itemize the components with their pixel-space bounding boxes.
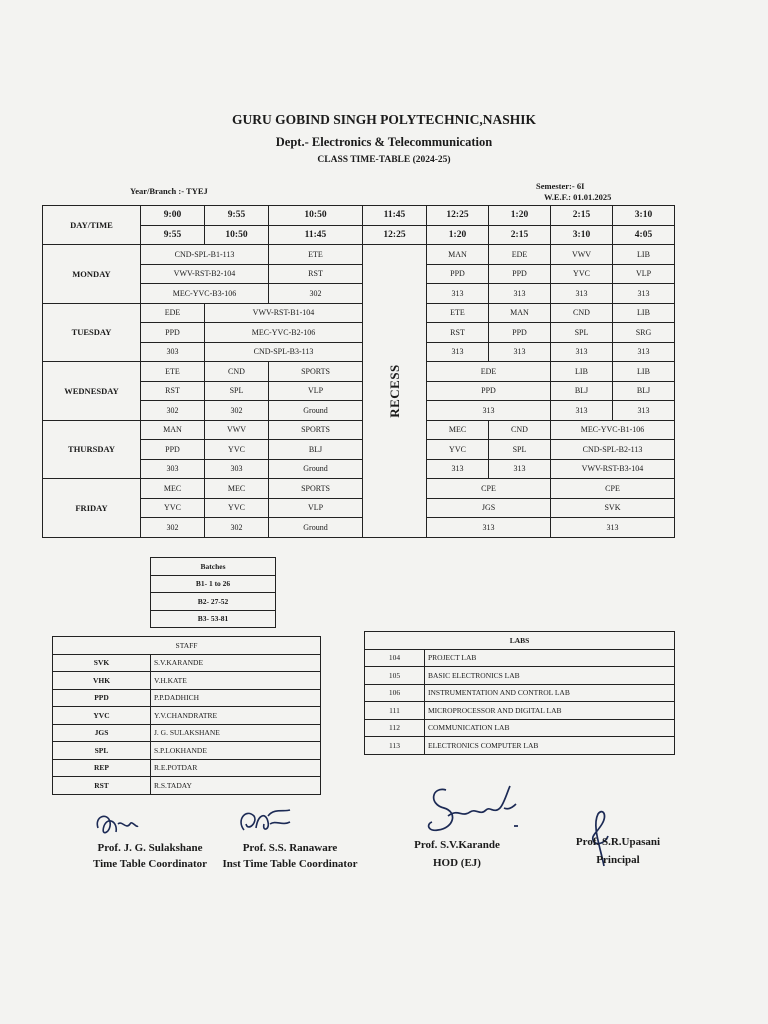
wef-date: W.E.F.: 01.01.2025 <box>544 192 612 202</box>
slot-cell: 313 <box>427 342 489 362</box>
time-cell: 11:45 <box>269 225 363 245</box>
staff-code: PPD <box>53 689 151 707</box>
lab-row <box>365 684 675 702</box>
day-label-tuesday: TUESDAY <box>43 303 141 362</box>
lab-number: 105 <box>365 667 425 685</box>
slot-cell: LIB <box>613 245 675 265</box>
slot-cell: SPL <box>489 440 551 460</box>
lab-row <box>365 702 675 720</box>
slot-cell: MAN <box>489 303 551 323</box>
staff-row <box>53 742 321 760</box>
slot-cell: 313 <box>551 342 613 362</box>
batch-row: B2- 27-52 <box>151 593 276 611</box>
staff-code: VHK <box>53 672 151 690</box>
staff-row <box>53 689 321 707</box>
time-cell: 3:10 <box>551 225 613 245</box>
slot-cell: VWV <box>551 245 613 265</box>
slot-cell: RST <box>427 323 489 343</box>
slot-cell: 302 <box>205 518 269 538</box>
slot-cell: 302 <box>141 401 205 421</box>
signatory-name: Prof. J. G. Sulakshane <box>97 842 203 854</box>
lab-name: INSTRUMENTATION AND CONTROL LAB <box>425 684 675 702</box>
slot-cell: 313 <box>613 401 675 421</box>
slot-cell: YVC <box>551 264 613 284</box>
staff-row <box>53 654 321 672</box>
time-cell: 10:50 <box>269 206 363 226</box>
slot-cell: SPL <box>205 381 269 401</box>
slot-cell: 313 <box>613 342 675 362</box>
slot-cell: EDE <box>141 303 205 323</box>
slot-cell: 313 <box>489 284 551 304</box>
signature-mark-inst-coordinator <box>234 802 298 842</box>
slot-cell: 313 <box>551 518 675 538</box>
lab-row <box>365 737 675 755</box>
slot-cell: 313 <box>427 459 489 479</box>
institute-name: GURU GOBIND SINGH POLYTECHNIC,NASHIK <box>231 112 537 127</box>
slot-cell: 302 <box>141 518 205 538</box>
batch-row: B3- 53-81 <box>151 610 276 628</box>
slot-cell: CND <box>551 303 613 323</box>
slot-cell: YVC <box>205 498 269 518</box>
lab-name: COMMUNICATION LAB <box>425 719 675 737</box>
slot-cell: ETE <box>269 245 363 265</box>
timetable-title: CLASS TIME-TABLE (2024-25) <box>317 155 451 165</box>
batches-title: Batches <box>151 558 276 576</box>
thursday-row-1 <box>43 420 675 440</box>
slot-cell: YVC <box>141 498 205 518</box>
slot-cell: Ground <box>269 518 363 538</box>
lab-name: BASIC ELECTRONICS LAB <box>425 667 675 685</box>
signatory-name: Prof. S.V.Karande <box>414 839 500 851</box>
lab-number: 106 <box>365 684 425 702</box>
staff-row <box>53 777 321 795</box>
slot-cell: Ground <box>269 459 363 479</box>
staff-table <box>52 636 321 795</box>
slot-cell: CND-SPL-B1-113 <box>141 245 269 265</box>
lab-row <box>365 719 675 737</box>
slot-cell: VLP <box>269 498 363 518</box>
time-cell: 9:00 <box>141 206 205 226</box>
tuesday-row-1 <box>43 303 675 323</box>
staff-row <box>53 707 321 725</box>
slot-cell: CND <box>489 420 551 440</box>
slot-cell: LIB <box>613 303 675 323</box>
lab-number: 104 <box>365 649 425 667</box>
labs-title: LABS <box>365 632 675 650</box>
time-cell: 9:55 <box>141 225 205 245</box>
slot-cell: LIB <box>551 362 613 382</box>
slot-cell: SPORTS <box>269 362 363 382</box>
slot-cell: PPD <box>141 440 205 460</box>
slot-cell: 303 <box>141 342 205 362</box>
time-cell: 11:45 <box>363 206 427 226</box>
lab-name: PROJECT LAB <box>425 649 675 667</box>
slot-cell: CND-SPL-B2-113 <box>551 440 675 460</box>
slot-cell: RST <box>269 264 363 284</box>
time-cell: 2:15 <box>489 225 551 245</box>
slot-cell: VWV-RST-B1-104 <box>205 303 363 323</box>
batches-table <box>150 557 276 628</box>
time-start-row <box>43 206 675 226</box>
batch-row: B1- 1 to 26 <box>151 575 276 593</box>
slot-cell: LIB <box>613 362 675 382</box>
slot-cell: BLJ <box>613 381 675 401</box>
staff-code: SPL <box>53 742 151 760</box>
time-cell: 1:20 <box>489 206 551 226</box>
staff-name: R.S.TADAY <box>151 777 321 795</box>
slot-cell: 313 <box>551 284 613 304</box>
department-name: Dept.- Electronics & Telecommunication <box>275 135 493 149</box>
slot-cell: EDE <box>489 245 551 265</box>
time-cell: 3:10 <box>613 206 675 226</box>
signatory-role: Time Table Coordinator <box>92 858 208 870</box>
staff-name: R.E.POTDAR <box>151 759 321 777</box>
slot-cell: VWV <box>205 420 269 440</box>
slot-cell: 302 <box>269 284 363 304</box>
slot-cell: PPD <box>427 381 551 401</box>
slot-cell: CPE <box>427 479 551 499</box>
semester: Semester:- 6I <box>536 181 585 191</box>
time-cell: 9:55 <box>205 206 269 226</box>
slot-cell: VWV-RST-B3-104 <box>551 459 675 479</box>
signatory-role: HOD (EJ) <box>433 857 481 869</box>
slot-cell: MEC-YVC-B1-106 <box>551 420 675 440</box>
slot-cell: VLP <box>613 264 675 284</box>
slot-cell: 313 <box>489 342 551 362</box>
staff-code: SVK <box>53 654 151 672</box>
lab-number: 112 <box>365 719 425 737</box>
staff-title: STAFF <box>53 637 321 655</box>
signature-mark-hod <box>418 778 528 844</box>
slot-cell: 302 <box>205 401 269 421</box>
lab-number: 111 <box>365 702 425 720</box>
lab-row <box>365 667 675 685</box>
daytime-header: DAY/TIME <box>43 206 141 245</box>
slot-cell: MEC <box>427 420 489 440</box>
lab-row <box>365 649 675 667</box>
slot-cell: BLJ <box>551 381 613 401</box>
day-label-monday: MONDAY <box>43 245 141 304</box>
slot-cell: 313 <box>427 284 489 304</box>
slot-cell: BLJ <box>269 440 363 460</box>
slot-cell: MEC-YVC-B3-106 <box>141 284 269 304</box>
time-cell: 10:50 <box>205 225 269 245</box>
staff-row <box>53 672 321 690</box>
friday-row-1 <box>43 479 675 499</box>
slot-cell: VWV-RST-B2-104 <box>141 264 269 284</box>
staff-name: V.H.KATE <box>151 672 321 690</box>
staff-row <box>53 759 321 777</box>
staff-code: JGS <box>53 724 151 742</box>
slot-cell: ETE <box>141 362 205 382</box>
time-cell: 12:25 <box>427 206 489 226</box>
slot-cell: MEC <box>141 479 205 499</box>
slot-cell: Ground <box>269 401 363 421</box>
staff-row <box>53 724 321 742</box>
slot-cell: MEC-YVC-B2-106 <box>205 323 363 343</box>
time-cell: 1:20 <box>427 225 489 245</box>
slot-cell: SPL <box>551 323 613 343</box>
lab-name: ELECTRONICS COMPUTER LAB <box>425 737 675 755</box>
timetable-grid <box>42 205 675 538</box>
time-cell: 4:05 <box>613 225 675 245</box>
slot-cell: CND <box>205 362 269 382</box>
lab-number: 113 <box>365 737 425 755</box>
staff-name: Y.V.CHANDRATRE <box>151 707 321 725</box>
signatory-role: Inst Time Table Coordinator <box>222 858 358 870</box>
slot-cell: MAN <box>427 245 489 265</box>
slot-cell: YVC <box>427 440 489 460</box>
signature-block-inst-coordinator <box>210 842 370 870</box>
slot-cell: SPORTS <box>269 420 363 440</box>
lab-name: MICROPROCESSOR AND DIGITAL LAB <box>425 702 675 720</box>
recess-label: RECESS <box>386 363 402 418</box>
day-label-thursday: THURSDAY <box>43 420 141 479</box>
slot-cell: MAN <box>141 420 205 440</box>
slot-cell: SRG <box>613 323 675 343</box>
signatory-name: Prof. S.S. Ranaware <box>242 842 338 854</box>
slot-cell: 303 <box>205 459 269 479</box>
staff-name: J. G. SULAKSHANE <box>151 724 321 742</box>
staff-name: S.V.KARANDE <box>151 654 321 672</box>
time-cell: 12:25 <box>363 225 427 245</box>
signature-block-hod <box>392 839 522 869</box>
slot-cell: RST <box>141 381 205 401</box>
staff-name: S.P.LOKHANDE <box>151 742 321 760</box>
slot-cell: MEC <box>205 479 269 499</box>
slot-cell: JGS <box>427 498 551 518</box>
day-label-wednesday: WEDNESDAY <box>43 362 141 421</box>
staff-code: RST <box>53 777 151 795</box>
slot-cell: PPD <box>489 264 551 284</box>
staff-code: YVC <box>53 707 151 725</box>
slot-cell: PPD <box>141 323 205 343</box>
wednesday-row-1 <box>43 362 675 382</box>
signatory-name: Prof. S.R.Upasani <box>575 836 661 848</box>
slot-cell: 303 <box>141 459 205 479</box>
monday-row-1 <box>43 245 675 265</box>
slot-cell: CND-SPL-B3-113 <box>205 342 363 362</box>
slot-cell: YVC <box>205 440 269 460</box>
recess-column <box>363 245 427 538</box>
slot-cell: 313 <box>427 518 551 538</box>
staff-code: REP <box>53 759 151 777</box>
slot-cell: PPD <box>427 264 489 284</box>
staff-name: P.P.DADHICH <box>151 689 321 707</box>
time-cell: 2:15 <box>551 206 613 226</box>
slot-cell: 313 <box>489 459 551 479</box>
slot-cell: PPD <box>489 323 551 343</box>
signatory-role: Principal <box>596 854 640 866</box>
slot-cell: SVK <box>551 498 675 518</box>
day-label-friday: FRIDAY <box>43 479 141 538</box>
slot-cell: VLP <box>269 381 363 401</box>
slot-cell: 313 <box>613 284 675 304</box>
signature-mark-coordinator <box>92 808 142 844</box>
slot-cell: 313 <box>551 401 613 421</box>
slot-cell: 313 <box>427 401 551 421</box>
slot-cell: EDE <box>427 362 551 382</box>
slot-cell: ETE <box>427 303 489 323</box>
slot-cell: SPORTS <box>269 479 363 499</box>
signature-block-principal <box>560 836 676 866</box>
slot-cell: CPE <box>551 479 675 499</box>
year-branch: Year/Branch :- TYEJ <box>130 186 208 196</box>
labs-table <box>364 631 675 755</box>
